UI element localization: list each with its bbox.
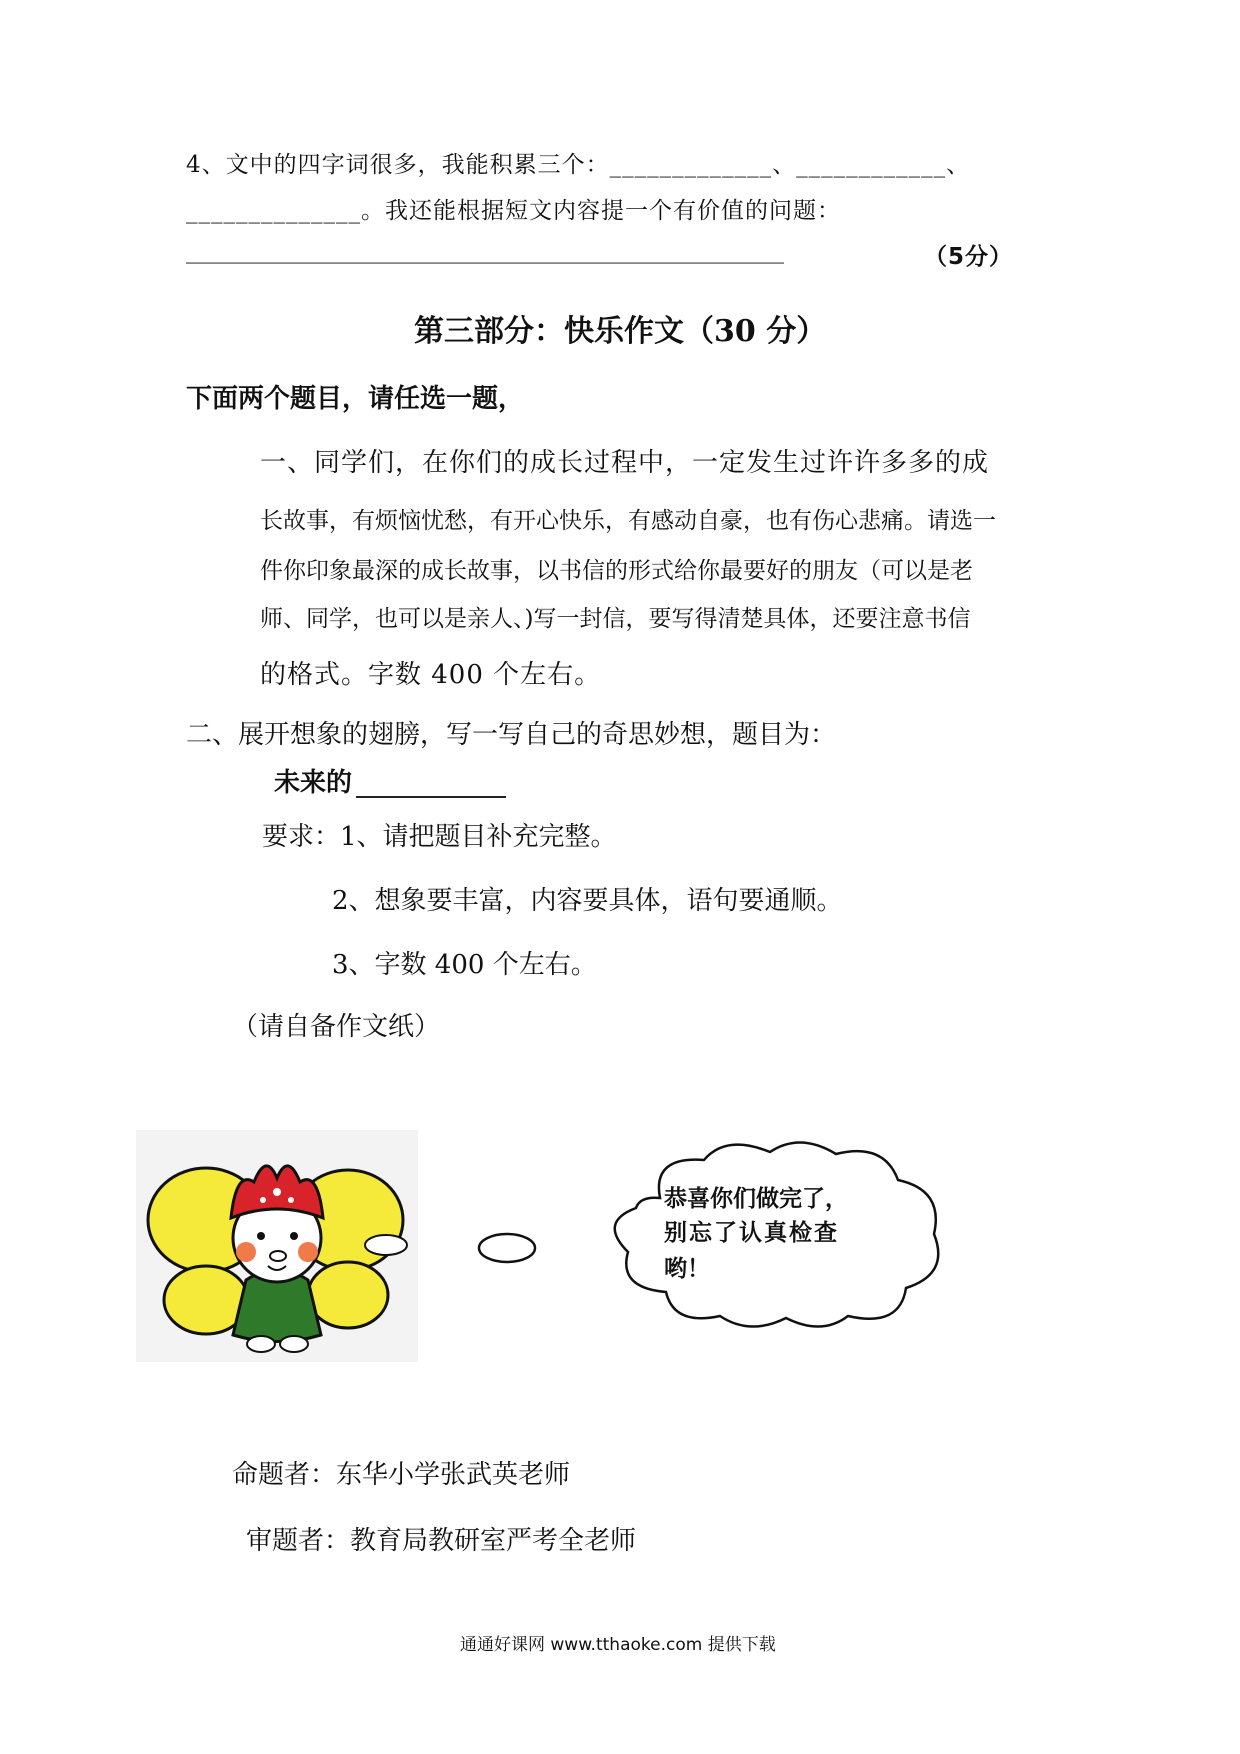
requirement-2: 2、想象要丰富，内容要具体，语句要通顺。 [332,886,843,916]
topic1-line3: 件你印象最深的成长故事，以书信的形式给你最要好的朋友（可以是老 [260,558,973,584]
author-credit: 命题者：东华小学张武英老师 [232,1460,571,1490]
bubble-line3: 哟！ [664,1256,710,1282]
bubble-line1: 恭喜你们做完了， [664,1186,848,1212]
q4-line1: 4、文中的四字词很多，我能积累三个：_____________、____________、 [186,152,971,178]
topic2-line1: 二、展开想象的翅膀，写一写自己的奇思妙想，题目为： [186,720,837,750]
q4-line2: ______________。我还能根据短文内容提一个有价值的问题： [186,198,841,224]
requirement-3: 3、字数 400 个左右。 [332,950,597,980]
topic1-line2: 长故事，有烦恼忧愁，有开心快乐，有感动自豪，也有伤心悲痛。请选一 [260,508,996,534]
topic2-title-prefix: 未来的 [274,768,353,798]
bubble-line2: 别忘了认真检查 [664,1220,839,1246]
topic1-line4: 师、同学，也可以是亲人、)写一封信，要写得清楚具体，还要注意书信 [260,606,971,632]
topic1-line5: 的格式。字数 400 个左右。 [260,660,602,690]
topic1-line1: 一、同学们，在你们的成长过程中，一定发生过许许多多的成 [260,448,990,478]
part3-heading: 第三部分：快乐作文（30 分） [414,314,827,349]
thought-oval-medium [476,1230,538,1266]
footer-download-note: 通通好课网 www.tthaoke.com 提供下载 [460,1635,776,1655]
thought-oval-small [362,1232,410,1258]
q4-line3-blank: ____________________________________________________ [186,238,784,264]
reviewer-credit: 审题者：教育局教研室严考全老师 [246,1526,637,1556]
paper-note: （请自备作文纸） [232,1012,441,1042]
q4-score: （5分） [924,244,1014,270]
title-blank [356,796,506,798]
part3-instruction: 下面两个题目，请任选一题， [186,384,525,414]
requirement-1: 要求：1、请把题目补充完整。 [262,822,617,852]
